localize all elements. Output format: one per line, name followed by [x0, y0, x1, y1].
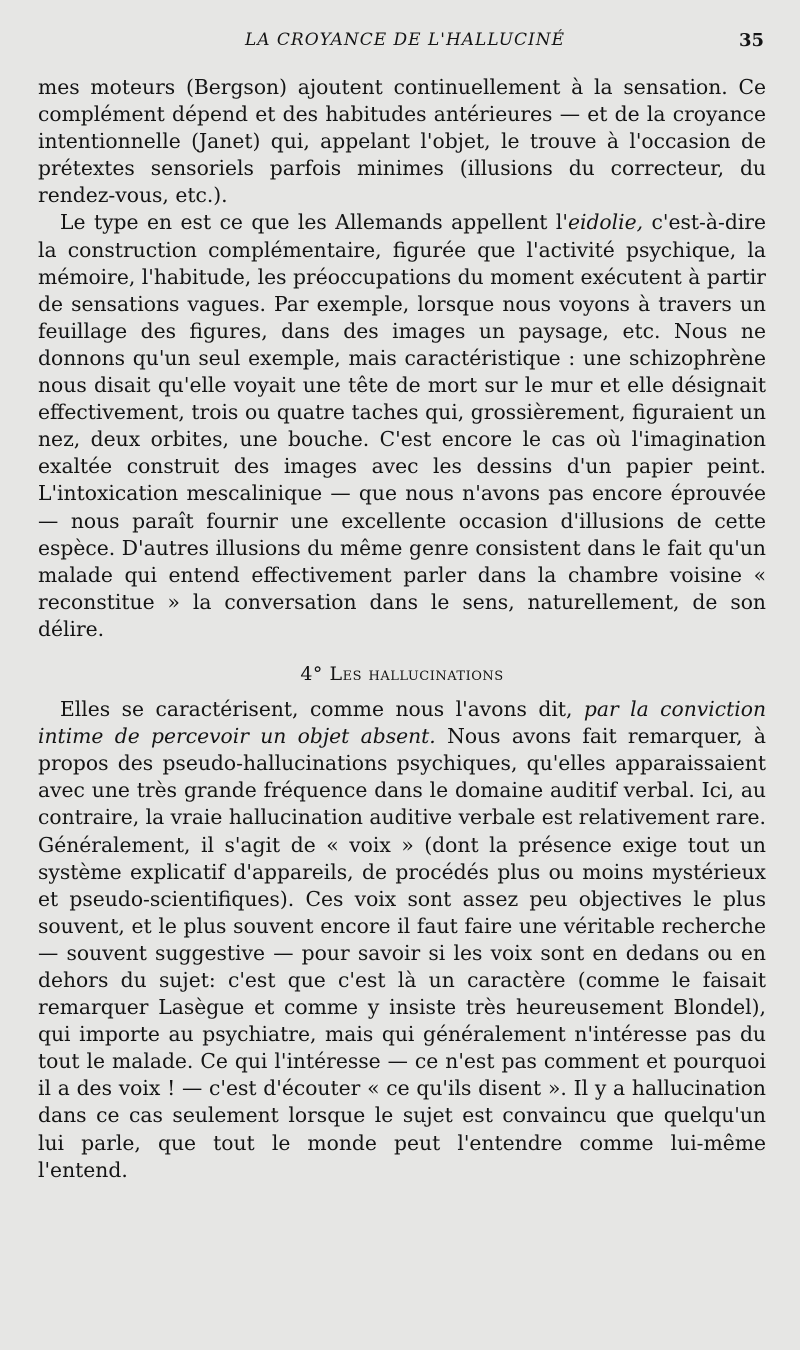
running-head: [38, 30, 772, 56]
paragraph-text-before: Le type en est ce que les Allemands appellent l': [60, 210, 568, 235]
paragraph-text-before: Elles se caractérisent, comme nous l'avons dit,: [60, 697, 584, 722]
paragraph-emphasis: eidolie,: [567, 210, 644, 235]
paragraph-text-after: Nous avons fait remarquer, à propos des pseudo-hallucinations psychiques, qu'elles apparaissaient avec une très grande fréquence dans le domaine auditif verbal. Ici, au contraire, la vraie hallucination auditive verbale est relativement rare. Généralement, il s'agit de « voix » (dont la présence exige tout un système explicatif d'appareils, de procédés plus ou moins mystérieux et pseudo-scientifiques). Ces voix sont assez peu objectives le plus souvent, et le plus souvent encore il faut faire une véritable recherche — souvent suggestive — pour savoir si les voix sont en dedans ou en dehors du sujet: c'est que c'est là un caractère (comme le faisait remarquer Lasègue et comme y insiste très heureusement Blondel), qui importe au psychiatre, mais qui généralement n'intéresse pas du tout le malade. Ce qui l'intéresse — ce n'est pas comment et pourquoi il a des voix ! — c'est d'écouter « ce qu'ils disent ». Il y a hallucination dans ce cas seulement lorsque le sujet est convaincu que quelqu'un lui parle, que tout le monde peut l'entendre comme lui-même l'entend.: [38, 724, 766, 1182]
paragraph-hallucinations: [38, 696, 766, 1184]
paragraph-text: mes moteurs (Bergson) ajoutent continuellement à la sensation. Ce complément dépend et des habitudes antérieures — et de la croyance intentionnelle (Janet) qui, appelant l'objet, le trouve à l'occasion de prétextes sensoriels parfois minimes (illusions du correcteur, du rendez-vous, etc.).: [38, 75, 766, 208]
running-title: LA CROYANCE DE L'HALLUCINÉ: [244, 30, 566, 50]
paragraph-emphasis: par la conviction intime de percevoir un objet absent.: [38, 697, 767, 749]
paragraph-continuation: [38, 74, 766, 209]
page-number: 35: [738, 30, 764, 51]
section-title: Les hallucinations: [329, 662, 504, 685]
body-text: [38, 74, 766, 1184]
paragraph-eidolie: [38, 209, 766, 643]
section-heading: [38, 661, 766, 688]
section-number: 4°: [300, 662, 323, 685]
paragraph-text-after: c'est-à-dire la construction complémentaire, figurée que l'activité psychique, la mémoire, l'habitude, les préoccupations du moment exécutent à partir de sensations vagues. Par exemple, lorsque nous voyons à travers un feuillage des figures, dans des images un paysage, etc. Nous ne donnons qu'un seul exemple, mais caractéristique : une schizophrène nous disait qu'elle voyait une tête de mort sur le mur et elle désignait effectivement, trois ou quatre taches qui, grossièrement, figuraient un nez, deux orbites, une bouche. C'est encore le cas où l'imagination exaltée construit des images avec les dessins d'un papier peint. L'intoxication mescalinique — que nous n'avons pas encore éprouvée — nous paraît fournir une excellente occasion d'illusions de cette espèce. D'autres illusions du même genre consistent dans le fait qu'un malade qui entend effectivement parler dans la chambre voisine « reconstitue » la conversation dans le sens, naturellement, de son délire.: [38, 210, 766, 641]
